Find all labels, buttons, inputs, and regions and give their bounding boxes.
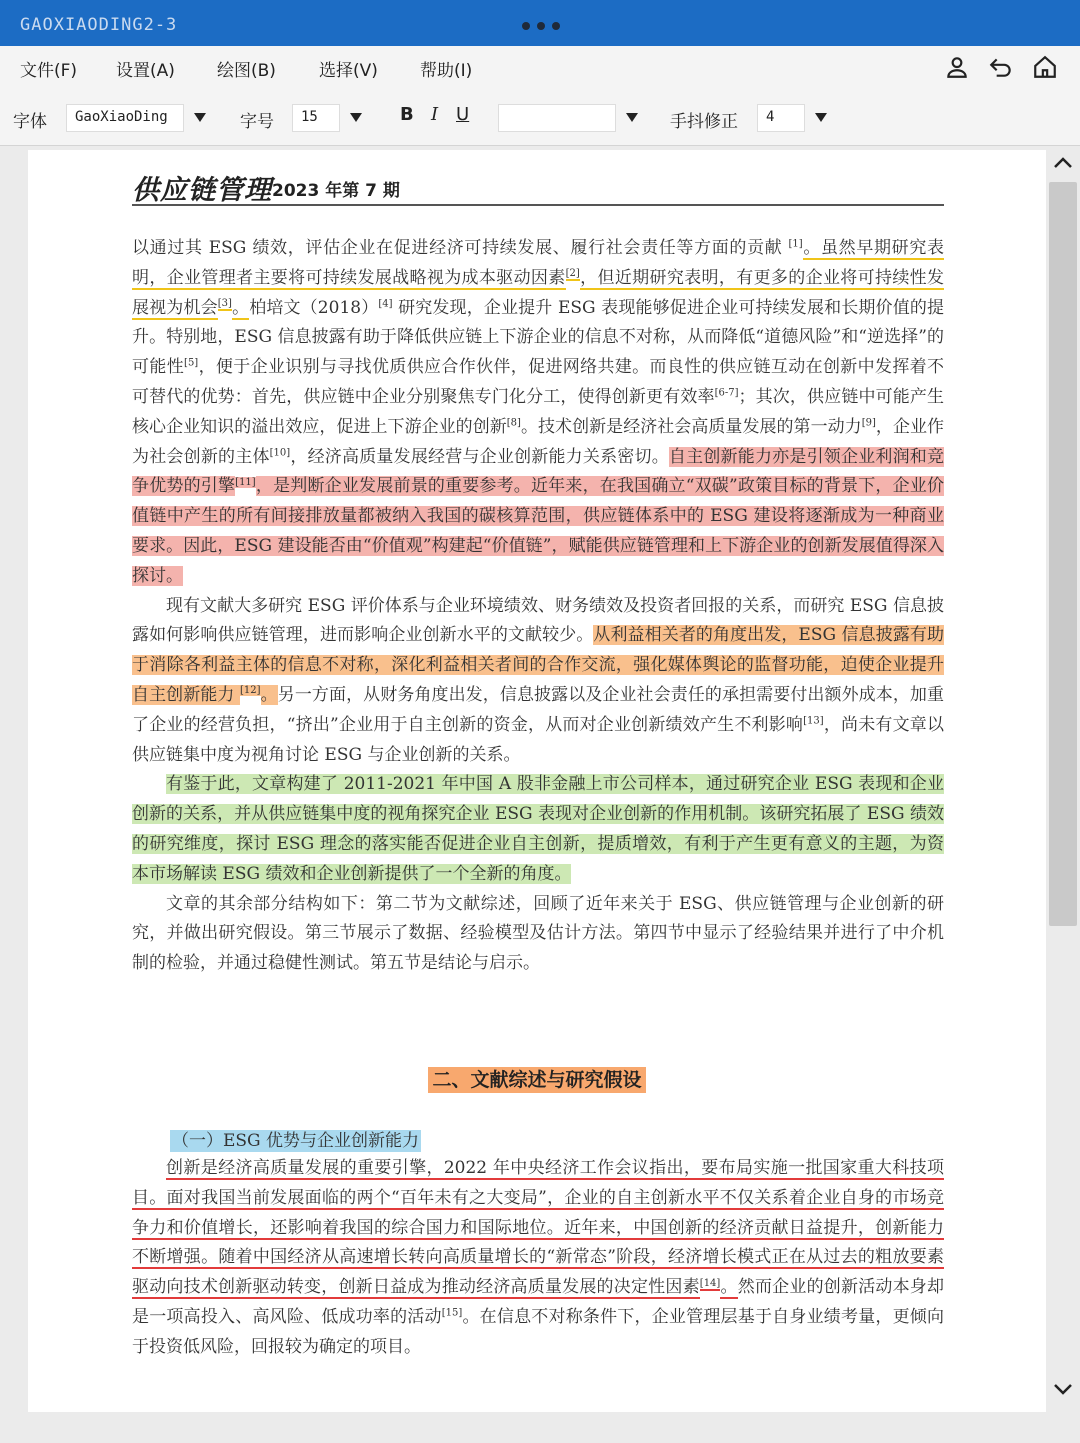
text-run: ，经济高质量发展经营与企业创新能力关系密切。 [290, 446, 669, 467]
hand-correction-select[interactable]: 4 [757, 104, 805, 132]
subsection-title: （一）ESG 优势与企业创新能力 [172, 1131, 420, 1151]
paragraph [132, 234, 944, 592]
scroll-down-icon[interactable] [1052, 1380, 1074, 1398]
format-toolbar [0, 90, 1080, 146]
menu-bar [0, 46, 1080, 90]
style-select[interactable] [498, 104, 616, 132]
menu-draw[interactable]: 绘图(B) [217, 61, 276, 81]
size-dropdown-icon[interactable] [342, 104, 370, 132]
underline-button[interactable]: U [456, 104, 470, 125]
citation-ref: [4] [378, 297, 393, 309]
text-run: ，尚未有文章以供应链集中度为视角讨论 ESG 与企业创新的关系。 [132, 714, 944, 765]
text-run: 。虽然早期研究表明，企业管理者主要将可持续发展战略视为成本驱动因素 [132, 238, 944, 288]
citation-ref: [6-7] [714, 387, 739, 399]
citation-ref: [13] [803, 715, 824, 727]
text-run: 。技术创新是经济社会高质量发展的第一动力 [520, 416, 862, 437]
text-run: 以通过其 ESG 绩效，评估企业在促进经济可持续发展、履行社会责任等方面的贡献 [132, 238, 789, 258]
menu-select[interactable]: 选择(V) [319, 61, 378, 81]
citation-ref: [1] [788, 238, 803, 250]
citation-ref: [14] [699, 1277, 721, 1289]
undo-icon[interactable] [988, 54, 1014, 80]
text-run: 。 [260, 684, 278, 705]
text-run: 文章的其余部分结构如下：第二节为文献综述，回顾了近年来关于 ESG、供应链管理与企业创新的研究，并做出研究假设。第三节展示了数据、经验模型及估计方法。第四节中显示了经验结果并进行了中介机制的检验，并通过稳健性测试。第五节是结论与启示。 [132, 893, 944, 974]
document-area [0, 146, 1080, 1443]
hand-correction-label: 手抖修正 [670, 112, 738, 132]
body-text-upper [132, 234, 944, 979]
text-run: ，便于企业识别与寻找优质供应合作伙伴，促进网络共建。而良性的供应链互动在创新中发挥着不可替代的优势：首先，供应链中企业分别聚焦专门化分工，使得创新更有效率 [132, 357, 945, 407]
citation-ref: [10] [269, 446, 291, 458]
bold-button[interactable]: B [400, 104, 414, 125]
text-run: 自主创新能力亦是引领企业利润和竞争优势的引擎 [132, 446, 945, 497]
font-label: 字体 [13, 112, 47, 132]
size-label: 字号 [240, 112, 274, 132]
size-select[interactable]: 15 [292, 104, 340, 132]
citation-ref: [8] [506, 417, 521, 429]
home-icon[interactable] [1032, 54, 1058, 80]
text-run: 柏培文（2018） [249, 297, 379, 318]
journal-issue: 2023 年第 7 期 [272, 181, 400, 201]
text-run: 。 [231, 297, 250, 318]
text-run: ，是判断企业发展前景的重要参考。近年来，在我国确立“双碳”政策目标的背景下，企业价值链中产生的所有间接排放量都被纳入我国的碳核算范围，供应链体系中的 ESG 建设将逐渐成为一种商业要求。因此，ESG 建设能否由“价值观”构建起“价值链”，赋能供应链管理和上下游企业的创新发展值得深入探讨。 [132, 476, 945, 586]
text-run: 从利益相关者的角度出发，ESG 信息披露有助于消除各利益主体的信息不对称，深化利益相关者间的合作交流，强化媒体舆论的监督功能，迫使企业提升自主创新能力 [132, 625, 944, 705]
paragraph [132, 770, 944, 889]
title-bar [0, 0, 1080, 46]
text-run: 然而企业的创新活动本身却是一项高投入、高风险、低成功率的活动 [132, 1277, 945, 1327]
text-run: 有鉴于此，文章构建了 2011-2021 年中国 A 股非金融上市公司样本，通过研究企业 ESG 表现和企业创新的关系，并从供应链集中度的视角探究企业 ESG 表现对企业创新的作用机制。该研究拓展了 ESG 绩效的研究维度，探讨 ESG 理念的落实能否促进企业自主创新，提质增效，有利于产生更有意义的主题，为资本市场解读 ESG 绩效和企业创新提供了一个全新的角度。 [132, 774, 944, 884]
body-text-lower [132, 1154, 944, 1363]
journal-name: 供应链管理 [132, 175, 272, 206]
vertical-scrollbar[interactable] [1049, 150, 1079, 1410]
citation-ref: [5] [184, 357, 199, 369]
citation-ref: [12] [240, 685, 261, 697]
hand-correction-dropdown-icon[interactable] [807, 104, 835, 132]
italic-button[interactable]: I [431, 104, 439, 125]
window-options-icon[interactable] [522, 22, 560, 30]
menu-settings[interactable]: 设置(A) [116, 61, 175, 81]
text-run: 。 [720, 1277, 738, 1298]
scrollbar-thumb[interactable] [1049, 182, 1077, 926]
menu-file[interactable]: 文件(F) [20, 61, 78, 81]
style-dropdown-icon[interactable] [618, 104, 646, 132]
font-select[interactable]: GaoXiaoDing [66, 104, 184, 132]
paragraph [132, 890, 944, 979]
text-run: ，企业作为社会创新的主体 [132, 416, 945, 467]
citation-ref: [3] [217, 297, 232, 309]
user-icon[interactable] [944, 54, 970, 80]
text-run: 研究发现，企业提升 ESG 表现能够促进企业可持续发展和长期价值的提升。特别地，ESG 信息披露有助于降低供应链上下游企业的信息不对称，从而降低“道德风险”和“逆选择”的可能性 [132, 297, 944, 378]
citation-ref: [11] [235, 476, 256, 488]
menu-help[interactable]: 帮助(I) [420, 61, 473, 81]
window-title: GAOXIAODING2-3 [20, 15, 178, 35]
text-run: 现有文献大多研究 ESG 评价体系与企业环境绩效、财务绩效及投资者回报的关系，而研究 ESG 信息披露如何影响供应链管理，进而影响企业创新水平的文献较少。 [132, 595, 944, 646]
text-run: 。在信息不对称条件下，企业管理层基于自身业绩考量，更倾向于投资低风险，回报较为确定的项目。 [132, 1306, 945, 1357]
text-run: 创新是经济高质量发展的重要引擎，2022 年中央经济工作会议指出，要布局实施一批国家重大科技项目。面对我国当前发展面临的两个“百年未有之大变局”，企业的自主创新水平不仅关系着企业自身的市场竞争力和价值增长，还影响着我国的综合国力和国际地位。近年来，中国创新的经济贡献日益提升，创新能力不断增强。随着中国经济从高速增长转向高质量增长的“新常态”阶段，经济增长模式正在从过去的粗放要素驱动向技术创新驱动转变，创新日益成为推动经济高质量发展的决定性因素 [132, 1158, 944, 1298]
journal-header [132, 168, 944, 206]
section-title: 二、文献综述与研究假设 [28, 1065, 1046, 1092]
text-run: ；其次，供应链中可能产生核心企业知识的溢出效应，促进上下游企业的创新 [132, 386, 945, 437]
font-dropdown-icon[interactable] [186, 104, 214, 132]
text-run: 另一方面，从财务角度出发，信息披露以及企业社会责任的承担需要付出额外成本，加重了企业的经营负担，“挤出”企业用于自主创新的资金，从而对企业创新绩效产生不利影响 [132, 684, 945, 735]
document-page[interactable] [28, 150, 1046, 1412]
paragraph [132, 592, 944, 771]
citation-ref: [2] [565, 268, 580, 280]
citation-ref: [9] [861, 417, 876, 429]
scroll-up-icon[interactable] [1052, 154, 1074, 172]
paragraph [132, 1154, 944, 1363]
citation-ref: [15] [441, 1307, 463, 1319]
text-run: ，但近期研究表明，有更多的企业将可持续性发展视为机会 [132, 267, 945, 318]
